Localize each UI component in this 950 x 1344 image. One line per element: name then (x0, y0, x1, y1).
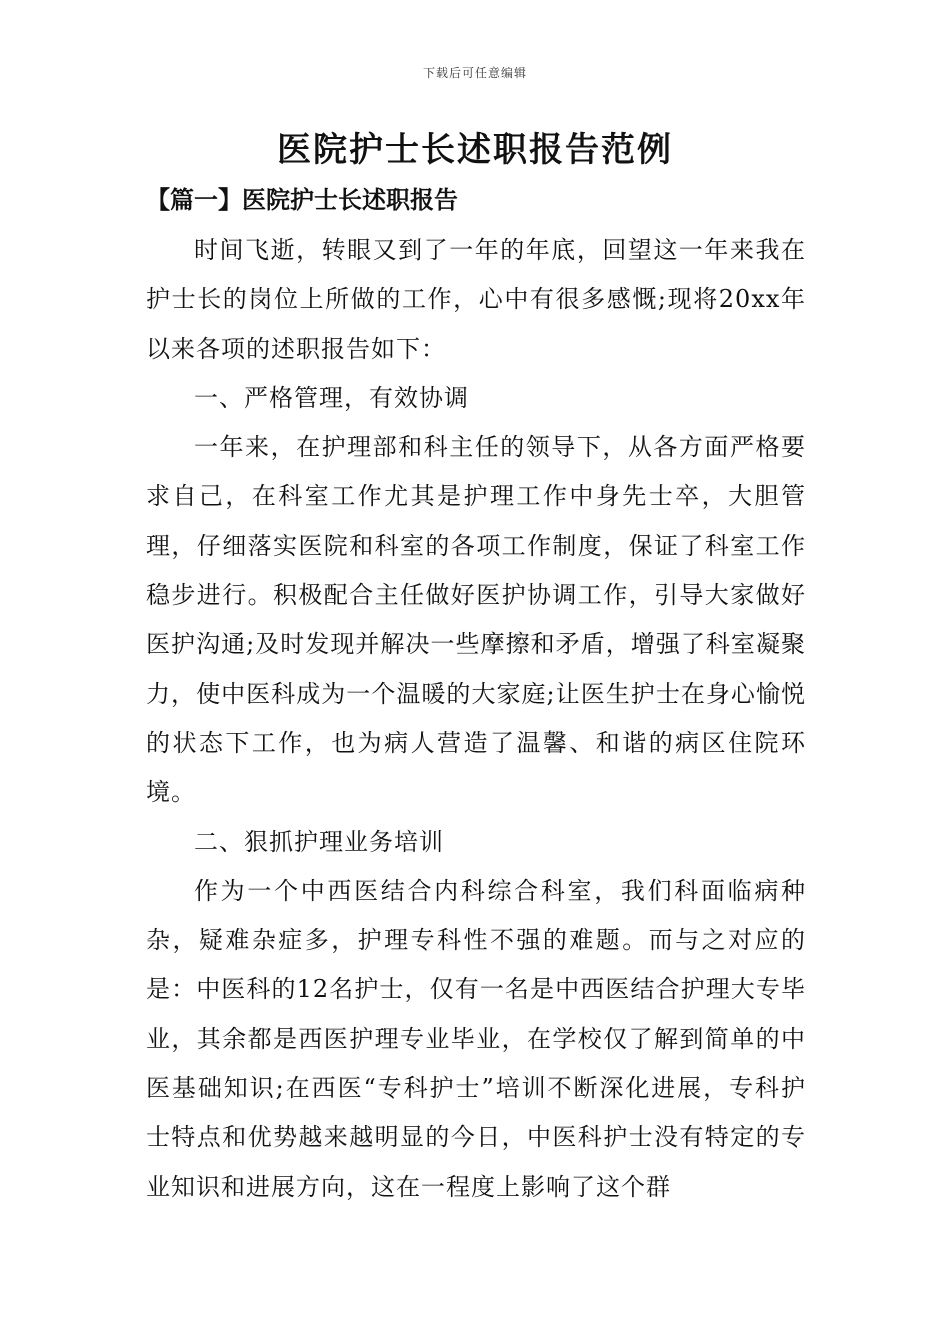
subheading-training: 二、狠抓护理业务培训 (194, 827, 444, 856)
section-title: 【篇一】医院护士长述职报告 (146, 185, 458, 214)
subheading-management: 一、严格管理，有效协调 (194, 383, 469, 412)
document-title: 医院护士长述职报告范例 (277, 130, 673, 170)
paragraph-management: 一年来，在护理部和科主任的领导下，从各方面严格要求自己，在科室工作尤其是护理工作中身先士卒，大胆管理，仔细落实医院和科室的各项工作制度，保证了科室工作稳步进行。积极配合主任做好医护协调工作，引导大家做好医护沟通;及时发现并解决一些摩擦和矛盾，增强了科室凝聚力，使中医科成为一个温暖的大家庭;让医生护士在身心愉悦的状态下工作，也为病人营造了温馨、和谐的病区住院环境。 (146, 433, 806, 807)
paragraph-intro: 时间飞逝，转眼又到了一年的年底，回望这一年来我在护士长的岗位上所做的工作，心中有很多感慨;现将20xx年以来各项的述职报告如下： (146, 236, 806, 363)
document-body (146, 226, 806, 1212)
header-note: 下载后可任意编辑 (422, 66, 527, 80)
paragraph-training: 作为一个中西医结合内科综合科室，我们科面临病种杂，疑难杂症多，护理专科性不强的难题。而与之对应的是：中医科的12名护士，仅有一名是中西医结合护理大专毕业，其余都是西医护理专业毕业，在学校仅了解到简单的中医基础知识;在西医“专科护士”培训不断深化进展，专科护士特点和优势越来越明显的今日，中医科护士没有特定的专业知识和进展方向，这在一程度上影响了这个群 (146, 876, 806, 1201)
